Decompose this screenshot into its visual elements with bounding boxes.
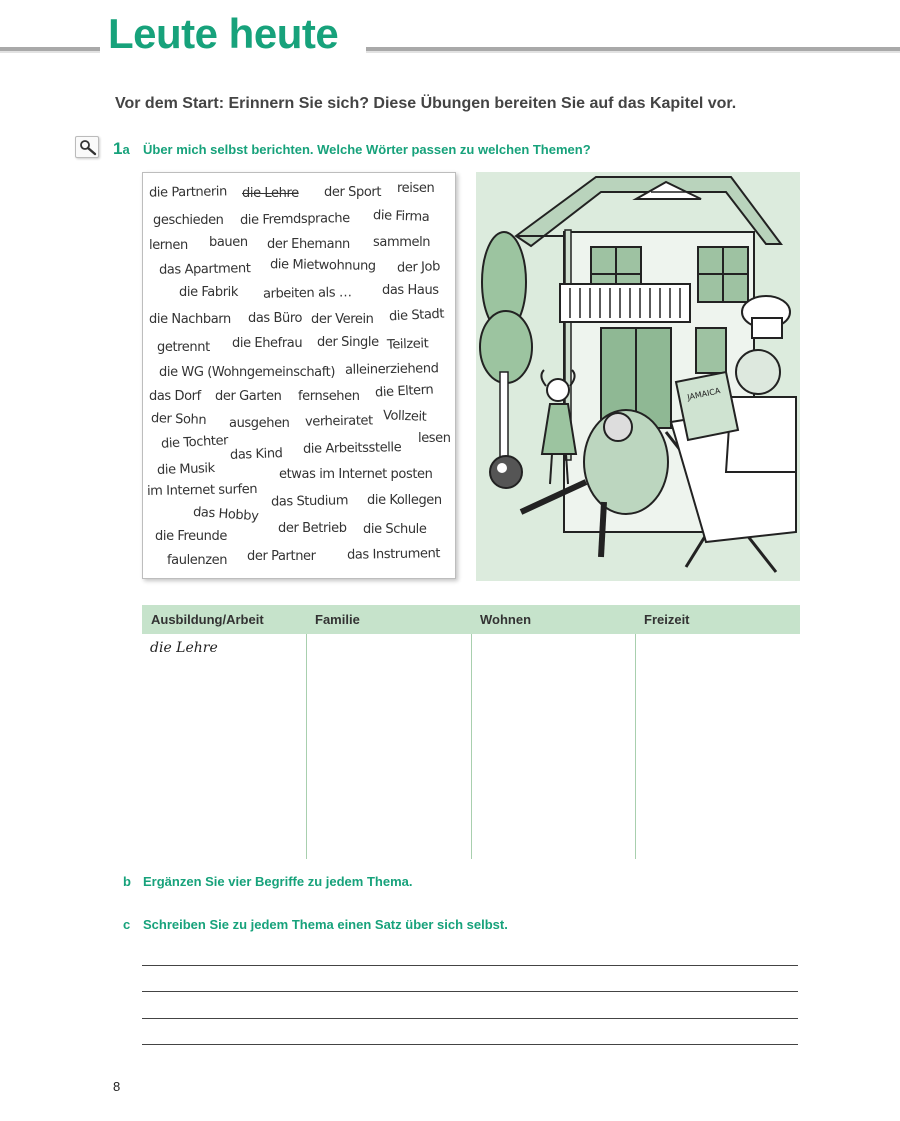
word-item: das Kind: [229, 446, 283, 463]
word-item: das Büro: [248, 311, 303, 326]
table-header-cell: Freizeit: [644, 612, 690, 627]
word-item: die Kollegen: [367, 493, 442, 508]
word-item: ausgehen: [229, 416, 290, 431]
word-item: die WG (Wohngemeinschaft): [159, 365, 336, 380]
word-item: arbeiten als …: [262, 285, 352, 302]
page-title: Leute heute: [108, 10, 339, 57]
word-item: geschieden: [153, 213, 224, 228]
part-c-letter: c: [123, 917, 131, 932]
word-item: der Sport: [324, 185, 382, 200]
column-divider: [635, 634, 636, 859]
intro-text: Vor dem Start: Erinnern Sie sich? Diese Übungen bereiten Sie auf das Kapitel vor.: [115, 95, 737, 112]
word-item: die Ehefrau: [232, 336, 303, 351]
word-box: [142, 172, 456, 579]
word-item: Teilzeit: [386, 336, 429, 353]
word-item: das Haus: [382, 283, 439, 298]
word-item: lernen: [149, 238, 188, 253]
word-item: die Fremdsprache: [239, 211, 350, 228]
part-b-text: Ergänzen Sie vier Begriffe zu jedem Thema.: [143, 874, 413, 889]
page-number: 8: [113, 1079, 121, 1094]
word-item: etwas im Internet posten: [279, 467, 433, 482]
word-item: der Garten: [215, 389, 282, 404]
word-item: faulenzen: [167, 553, 228, 568]
word-item: das Studium: [270, 493, 349, 510]
word-item: die Arbeitsstelle: [302, 440, 402, 457]
magazine-title: JAMAICA: [686, 386, 722, 402]
word-item: alleinerziehend: [344, 361, 439, 378]
topic-table: [142, 605, 800, 859]
writing-line[interactable]: [142, 991, 798, 992]
word-item: die Schule: [363, 522, 427, 537]
word-item: sammeln: [373, 235, 431, 250]
table-cell-entry[interactable]: die Lehre: [150, 640, 218, 656]
word-item: die Firma: [372, 208, 430, 225]
word-item: der Job: [396, 259, 441, 276]
table-header-cell: Wohnen: [480, 612, 532, 627]
word-item: der Partner: [247, 549, 316, 564]
word-item: die Mietwohnung: [269, 257, 376, 274]
word-item: der Ehemann: [267, 237, 350, 252]
part-b: [123, 874, 412, 889]
word-item: die Fabrik: [179, 285, 238, 300]
title-rule-right: [366, 47, 900, 51]
table-header-cell: Familie: [315, 612, 360, 627]
illustration-house-scene: [476, 172, 800, 581]
word-item: der Sohn: [150, 411, 207, 428]
column-divider: [306, 634, 307, 859]
word-item: im Internet surfen: [146, 482, 258, 499]
word-item: die Partnerin: [148, 184, 228, 201]
word-item: das Dorf: [149, 389, 201, 404]
part-c-text: Schreiben Sie zu jedem Thema einen Satz über sich selbst.: [143, 917, 508, 932]
word-item: der Betrieb: [278, 521, 347, 536]
writing-line[interactable]: [142, 965, 798, 966]
word-item: die Musik: [156, 460, 216, 479]
word-item: die Freunde: [155, 529, 227, 544]
word-item: Vollzeit: [382, 408, 427, 425]
word-item: das Hobby: [192, 504, 259, 525]
part-b-letter: b: [123, 874, 131, 889]
word-item: der Single: [317, 335, 379, 350]
word-item: das Instrument: [346, 546, 441, 563]
word-item: die Stadt: [388, 306, 445, 325]
word-item: reisen: [397, 181, 435, 196]
magnifier-icon: [75, 136, 99, 158]
exercise-instruction: Über mich selbst berichten. Welche Wörter passen zu welchen Themen?: [143, 142, 591, 157]
word-item: bauen: [209, 235, 248, 250]
part-c: [123, 917, 508, 932]
word-item: die Lehre: [242, 186, 299, 201]
column-divider: [471, 634, 472, 859]
word-item: getrennt: [157, 340, 210, 355]
word-item: die Nachbarn: [149, 312, 231, 327]
word-item: verheiratet: [304, 413, 373, 430]
writing-line[interactable]: [142, 1044, 798, 1045]
word-item: die Eltern: [374, 382, 434, 401]
exercise-number: 1a: [113, 139, 130, 158]
word-item: die Tochter: [160, 433, 229, 452]
word-item: lesen: [418, 431, 451, 446]
word-item: fernsehen: [298, 389, 360, 404]
writing-line[interactable]: [142, 1018, 798, 1019]
word-item: das Apartment: [158, 261, 251, 278]
title-rule-left: [0, 47, 100, 51]
table-header-cell: Ausbildung/Arbeit: [151, 612, 264, 627]
word-item: der Verein: [311, 312, 374, 327]
